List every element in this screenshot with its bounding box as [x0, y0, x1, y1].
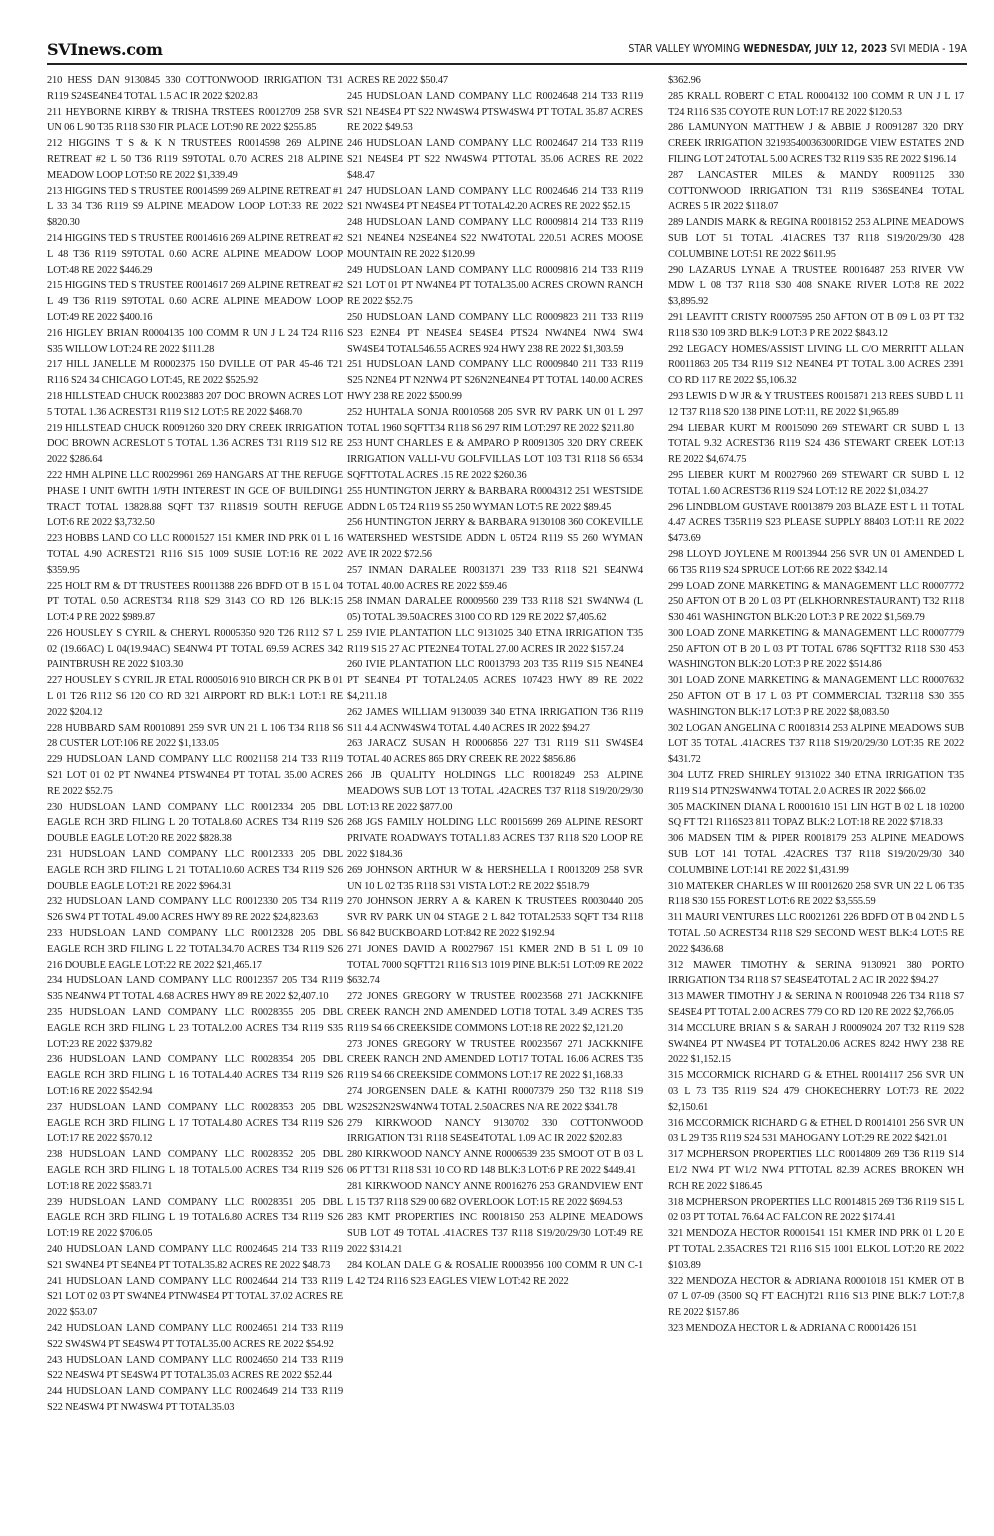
tax-listing-entry: 235 HUDSLOAN LAND COMPANY LLC R0028355 205 DBL EAGLE RCH 3RD FILING L 23 TOTAL2.00 ACRES T34 R119 S35 LOT:23 RE 2022 $379.82 [47, 1007, 343, 1050]
dateline [628, 43, 967, 55]
tax-listing-entry: 253 HUNT CHARLES E & AMPARO P R0091305 320 DRY CREEK IRRIGATION VALLI-VU GOLFVILLAS LOT 103 T31 R118 S6 6534 SQFTTOTAL ACRES .15 RE 2022 $260.36 [347, 438, 643, 481]
tax-listing-entry: 317 MCPHERSON PROPERTIES LLC R0014809 269 T36 R119 S14 E1/2 NW4 PT W1/2 NW4 PTTOTAL 82.39 ACRES BROKEN WH RCH RE 2022 $186.45 [668, 1149, 964, 1192]
tax-listing-entry: $362.96 [668, 75, 701, 86]
tax-listing-entry: 216 HIGLEY BRIAN R0004135 100 COMM R UN J L 24 T24 R116 S35 WILLOW LOT:24 RE 2022 $111.28 [47, 327, 343, 355]
tax-listing-entry: 281 KIRKWOOD NANCY ANNE R0016276 253 GRANDVIEW ENT L 15 T37 R118 S29 00 682 OVERLOOK LOT:15 RE 2022 $694.53 [347, 1180, 643, 1208]
tax-listing-entry: 294 LIEBAR KURT M R0015090 269 STEWART CR SUBD L 13 TOTAL 9.32 ACREST36 R119 S24 436 STEWART CREEK LOT:13 RE 2022 $4,674.75 [668, 422, 964, 466]
tax-listing-entry: 229 HUDSLOAN LAND COMPANY LLC R0021158 214 T33 R119 S21 LOT 01 02 PT NW4NE4 PTSW4NE4 PT TOTAL 35.00 ACRES RE 2022 $52.75 [47, 754, 343, 797]
tax-listing-entry: 234 HUDSLOAN LAND COMPANY LLC R0012357 205 T34 R119 S35 NE4NW4 PT TOTAL 4.68 ACRES HWY 89 RE 2022 $2,407.10 [47, 975, 343, 1003]
column-3 [668, 73, 964, 1533]
tax-listing-entry: 225 HOLT RM & DT TRUSTEES R0011388 226 BDFD OT B 15 L 04 PT TOTAL 0.50 ACREST34 R118 S29 3143 CO RD 126 BLK:15 LOT:4 P RE 2022 $989.87 [47, 580, 343, 624]
tax-listing-entry: 252 HUHTALA SONJA R0010568 205 SVR RV PARK UN 01 L 297 TOTAL 1960 SQFTT34 R118 S6 297 RIM LOT:297 RE 2022 $211.80 [347, 406, 643, 434]
tax-listing-entry: 301 LOAD ZONE MARKETING & MANAGEMENT LLC R0007632 250 AFTON OT B 17 L 03 PT COMMERCIAL T32R118 S30 355 WASHINGTON BLK:17 LOT:3 P RE 2022 $8,083.50 [668, 675, 964, 718]
tax-listing-entry: 285 KRALL ROBERT C ETAL R0004132 100 COMM R UN J L 17 T24 R116 S35 COYOTE RUN LOT:17 RE 2022 $120.53 [668, 90, 964, 118]
tax-listing-entry: 250 HUDSLOAN LAND COMPANY LLC R0009823 211 T33 R119 S23 E2NE4 PT NE4SE4 SE4SE4 PTS24 NW4NE4 NW4 SW4 SW4SE4 TOTAL546.55 ACRES 924 HWY 238 RE 2022 $1,303.59 [347, 311, 643, 355]
tax-listing-entry: 255 HUNTINGTON JERRY & BARBARA R0004312 251 WESTSIDE ADDN L 05 T24 R119 S5 250 WYMAN LOT:5 RE 2022 $89.45 [347, 485, 643, 513]
tax-listing-entry: 258 INMAN DARALEE R0009560 239 T33 R118 S21 SW4NW4 (L 05) TOTAL 39.50ACRES 3100 CO RD 129 RE 2022 $7,405.62 [347, 596, 643, 624]
tax-listing-entry: 256 HUNTINGTON JERRY & BARBARA 9130108 360 COKEVILLE WATERSHED WESTSIDE ADDN L 05T24 R119 S5 260 WYMAN AVE IR 2022 $72.56 [347, 517, 643, 560]
tax-listing-entry: 231 HUDSLOAN LAND COMPANY LLC R0012333 205 DBL EAGLE RCH 3RD FILING L 21 TOTAL10.60 ACRES T34 R119 S26 DOUBLE EAGLE LOT:21 RE 2022 $964.31 [47, 849, 343, 892]
tax-listing-entry: 312 MAWER TIMOTHY & SERINA 9130921 380 PORTO IRRIGATION T34 R118 S7 SE4SE4TOTAL 2 AC IR 2022 $94.27 [668, 959, 964, 987]
tax-listing-entry: 226 HOUSLEY S CYRIL & CHERYL R0005350 920 T26 R112 S7 L 02 (19.66AC) L 04(19.94AC) SE4NW4 PT TOTAL 69.59 ACRES 342 PAINTBRUSH RE 2022 $103.30 [47, 627, 343, 671]
tax-listing-entry: 210 HESS DAN 9130845 330 COTTONWOOD IRRIGATION T31 R119 S24SE4NE4 TOTAL 1.5 AC IR 2022 $202.83 [47, 75, 343, 102]
dateline-prefix: STAR VALLEY WYOMING [628, 43, 744, 55]
tax-listing-entry: 313 MAWER TIMOTHY J & SERINA N R0010948 226 T34 R118 S7 SE4SE4 PT TOTAL 2.00 ACRES 779 CO RD 120 RE 2022 $2,766.05 [668, 991, 964, 1019]
tax-listing-entry: 262 JAMES WILLIAM 9130039 340 ETNA IRRIGATION T36 R119 S11 4.4 ACNW4SW4 TOTAL 4.40 ACRES IR 2022 $94.27 [347, 706, 643, 734]
tax-listing-entry: 286 LAMUNYON MATTHEW J & ABBIE J R0091287 320 DRY CREEK IRRIGATION 32193540036300RIDGE VIEW ESTATES 2ND FILING LOT 24TOTAL 5.00 ACRES T32 R119 S35 RE 2022 $196.14 [668, 122, 964, 165]
tax-listing-entry: 247 HUDSLOAN LAND COMPANY LLC R0024646 214 T33 R119 S21 NW4SE4 PT NE4SE4 PT TOTAL42.20 ACRES RE 2022 $52.15 [347, 185, 643, 213]
column-2 [347, 73, 643, 1533]
tax-listing-entry: ACRES RE 2022 $50.47 [347, 75, 448, 86]
dateline-suffix: SVI MEDIA - 19A [887, 43, 967, 55]
tax-listing-entry: 232 HUDSLOAN LAND COMPANY LLC R0012330 205 T34 R119 S26 SW4 PT TOTAL 49.00 ACRES HWY 89 RE 2022 $24,823.63 [47, 896, 343, 924]
tax-listing-entry: 249 HUDSLOAN LAND COMPANY LLC R0009816 214 T33 R119 S21 LOT 01 PT NW4NE4 PT TOTAL35.00 ACRES CROWN RANCH RE 2022 $52.75 [347, 264, 643, 308]
tax-listing-entry: 218 HILLSTEAD CHUCK R0023883 207 DOC BROWN ACRES LOT 5 TOTAL 1.36 ACREST31 R119 S12 LOT:5 RE 2022 $468.70 [47, 390, 343, 418]
header-rule [47, 63, 967, 65]
tax-listing-entry: 215 HIGGINS TED S TRUSTEE R0014617 269 ALPINE RETREAT #2 L 49 T36 R119 S9TOTAL 0.60 ACRE ALPINE MEADOW LOOP LOT:49 RE 2022 $400.16 [47, 280, 343, 323]
tax-listing-entry: 272 JONES GREGORY W TRUSTEE R0023568 271 JACKKNIFE CREEK RANCH 2ND AMENDED LOT18 TOTAL 3.49 ACRES T35 R119 S4 66 CREEKSIDE COMMONS LOT:18 RE 2022 $2,121.20 [347, 991, 643, 1034]
tax-listing-entry: 322 MENDOZA HECTOR & ADRIANA R0001018 151 KMER OT B 07 L 07-09 (3500 SQ FT EACH)T21 R116 S13 PINE BLK:7 LOT:7,8 RE 2022 $157.86 [668, 1275, 964, 1319]
tax-listing-entry: 300 LOAD ZONE MARKETING & MANAGEMENT LLC R0007779 250 AFTON OT B 20 L 03 PT TOTAL 6786 SQFTT32 R118 S30 453 WASHINGTON BLK:20 LOT:3 P RE 2022 $514.86 [668, 627, 964, 671]
tax-listing-entry: 318 MCPHERSON PROPERTIES LLC R0014815 269 T36 R119 S15 L 02 03 PT TOTAL 76.64 AC FALCON RE 2022 $174.41 [668, 1196, 964, 1224]
tax-listing-entry: 271 JONES DAVID A R0027967 151 KMER 2ND B 51 L 09 10 TOTAL 7000 SQFTT21 R116 S13 1019 PINE BLK:51 LOT:09 RE 2022 $632.74 [347, 943, 643, 987]
tax-listing-entry: 222 HMH ALPINE LLC R0029961 269 HANGARS AT THE REFUGE PHASE I UNIT 6WITH 1/9TH INTEREST IN GCE OF BUILDING1 TRACT TOTAL 13828.88 SQFT T37 R118S19 SOUTH REFUGE LOT:6 RE 2022 $3,732.50 [47, 469, 343, 529]
tax-listing-entry: 213 HIGGINS TED S TRUSTEE R0014599 269 ALPINE RETREAT #1 L 33 34 T36 R119 S9 ALPINE MEADOW LOOP LOT:33 RE 2022 $820.30 [47, 185, 343, 229]
tax-listing-entry: 311 MAURI VENTURES LLC R0021261 226 BDFD OT B 04 2ND L 5 TOTAL .50 ACREST34 R118 S29 SECOND WEST BLK:4 LOT:5 RE 2022 $436.68 [668, 912, 964, 955]
tax-listing-entry: 315 MCCORMICK RICHARD G & ETHEL R0014117 256 SVR UN 03 L 73 T35 R119 S24 479 CHOKECHERRY LOT:73 RE 2022 $2,150.61 [668, 1070, 964, 1113]
legal-notice-columns [47, 73, 967, 1533]
tax-listing-entry: 299 LOAD ZONE MARKETING & MANAGEMENT LLC R0007772 250 AFTON OT B 20 L 03 PT (ELKHORNRESTAURANT) T32 R118 S30 461 WASHINGTON BLK:20 LOT:3 P RE 2022 $1,569.79 [668, 580, 964, 624]
tax-listing-entry: 223 HOBBS LAND CO LLC R0001527 151 KMER IND PRK 01 L 16 TOTAL 4.90 ACREST21 R116 S15 1009 SUSIE LOT:16 RE 2022 $359.95 [47, 533, 343, 576]
tax-listing-entry: 280 KIRKWOOD NANCY ANNE R0006539 235 SMOOT OT B 03 L 06 PT T31 R118 S31 10 CO RD 148 BLK:3 LOT:6 P RE 2022 $449.41 [347, 1149, 643, 1176]
tax-listing-entry: 236 HUDSLOAN LAND COMPANY LLC R0028354 205 DBL EAGLE RCH 3RD FILING L 16 TOTAL4.40 ACRES T34 R119 S26 LOT:16 RE 2022 $542.94 [47, 1054, 343, 1097]
tax-listing-entry: 306 MADSEN TIM & PIPER R0018179 253 ALPINE MEADOWS SUB LOT 141 TOTAL .42ACRES T37 R118 S19/20/29/30 340 COLUMBINE LOT:141 RE 2022 $1,431.99 [668, 833, 964, 876]
tax-listing-entry: 246 HUDSLOAN LAND COMPANY LLC R0024647 214 T33 R119 S21 NE4SE4 PT S22 NW4SW4 PTTOTAL 35.06 ACRES RE 2022 $48.47 [347, 138, 643, 181]
tax-listing-entry: 263 JARACZ SUSAN H R0006856 227 T31 R119 S11 SW4SE4 TOTAL 40 ACRES 865 DRY CREEK RE 2022 $856.86 [347, 738, 643, 766]
site-name: SVInews.com [47, 40, 163, 59]
tax-listing-entry: 260 IVIE PLANTATION LLC R0013793 203 T35 R119 S15 NE4NE4 PT SE4NE4 PT TOTAL24.05 ACRES 107423 HWY 89 RE 2022 $4,211.18 [347, 659, 643, 703]
tax-listing-entry: 266 JB QUALITY HOLDINGS LLC R0018249 253 ALPINE MEADOWS SUB LOT 13 TOTAL .42ACRES T37 R118 S19/20/29/30 LOT:13 RE 2022 $877.00 [347, 770, 643, 813]
tax-listing-entry: 316 MCCORMICK RICHARD G & ETHEL D R0014101 256 SVR UN 03 L 29 T35 R119 S24 531 MAHOGANY LOT:29 RE 2022 $421.01 [668, 1117, 964, 1145]
tax-listing-entry: 314 MCCLURE BRIAN S & SARAH J R0009024 207 T32 R119 S28 SW4NE4 PT NW4SE4 PT TOTAL20.06 ACRES 8242 HWY 238 RE 2022 $1,152.15 [668, 1022, 964, 1066]
tax-listing-entry: 230 HUDSLOAN LAND COMPANY LLC R0012334 205 DBL EAGLE RCH 3RD FILING L 20 TOTAL8.60 ACRES T34 R119 S26 DOUBLE EAGLE LOT:20 RE 2022 $828.38 [47, 801, 343, 845]
tax-listing-entry: 323 MENDOZA HECTOR L & ADRIANA C R0001426 151 [668, 1322, 917, 1334]
tax-listing-entry: 293 LEWIS D W JR & Y TRUSTEES R0015871 213 REES SUBD L 11 12 T37 R118 S20 138 PINE LOT:11, RE 2022 $1,965.89 [668, 390, 964, 418]
tax-listing-entry: 310 MATEKER CHARLES W III R0012620 258 SVR UN 22 L 06 T35 R118 S30 155 FOREST LOT:6 RE 2022 $3,555.59 [668, 880, 964, 908]
tax-listing-entry: 241 HUDSLOAN LAND COMPANY LLC R0024644 214 T33 R119 S21 LOT 02 03 PT SW4NE4 PTNW4SE4 PT TOTAL 37.02 ACRES RE 2022 $53.07 [47, 1275, 343, 1319]
tax-listing-entry: 289 LANDIS MARK & REGINA R0018152 253 ALPINE MEADOWS SUB LOT 51 TOTAL .41ACRES T37 R118 S19/20/29/30 428 COLUMBINE LOT:51 RE 2022 $611.95 [668, 217, 964, 260]
tax-listing-entry: 291 LEAVITT CRISTY R0007595 250 AFTON OT B 09 L 03 PT T32 R118 S30 109 3RD BLK:9 LOT:3 P RE 2022 $843.12 [668, 311, 964, 339]
tax-listing-entry: 287 LANCASTER MILES & MANDY R0091125 330 COTTONWOOD IRRIGATION T31 R119 S36SE4NE4 TOTAL ACRES 5 IR 2022 $118.07 [668, 169, 964, 213]
tax-listing-entry: 239 HUDSLOAN LAND COMPANY LLC R0028351 205 DBL EAGLE RCH 3RD FILING L 19 TOTAL6.80 ACRES T34 R119 S26 LOT:19 RE 2022 $706.05 [47, 1196, 343, 1240]
tax-listing-entry: 298 LLOYD JOYLENE M R0013944 256 SVR UN 01 AMENDED L 66 T35 R119 S24 SPRUCE LOT:66 RE 2022 $342.14 [668, 548, 964, 576]
tax-listing-entry: 245 HUDSLOAN LAND COMPANY LLC R0024648 214 T33 R119 S21 NE4SE4 PT S22 NW4SW4 PTSW4SW4 PT TOTAL 35.87 ACRES RE 2022 $49.53 [347, 90, 643, 134]
tax-listing-entry: 290 LAZARUS LYNAE A TRUSTEE R0016487 253 RIVER VW MDW L 08 T37 R118 S30 408 SNAKE RIVER LOT:8 RE 2022 $3,895.92 [668, 264, 964, 308]
tax-listing-entry: 304 LUTZ FRED SHIRLEY 9131022 340 ETNA IRRIGATION T35 R119 S14 PTN2SW4NW4 TOTAL 2.0 ACRES IR 2022 $66.02 [668, 770, 964, 797]
tax-listing-entry: 211 HEYBORNE KIRBY & TRISHA TRSTEES R0012709 258 SVR UN 06 L 90 T35 R118 S30 FIR PLACE LOT:90 RE 2022 $255.85 [47, 106, 343, 134]
tax-listing-entry: 259 IVIE PLANTATION LLC 9131025 340 ETNA IRRIGATION T35 R119 S15 27 AC PTE2NE4 TOTAL 27.00 ACRES IR 2022 $157.24 [347, 627, 643, 655]
tax-listing-entry: 248 HUDSLOAN LAND COMPANY LLC R0009814 214 T33 R119 S21 NE4NE4 N2SE4NE4 S22 NW4TOTAL 220.51 ACRES MOOSE MOUNTAIN RE 2022 $120.99 [347, 217, 643, 260]
page-header [47, 40, 967, 62]
tax-listing-entry: 274 JORGENSEN DALE & KATHI R0007379 250 T32 R118 S19 W2S2S2N2SW4NW4 TOTAL 2.50ACRES N/A RE 2022 $341.78 [347, 1086, 643, 1113]
tax-listing-entry: 242 HUDSLOAN LAND COMPANY LLC R0024651 214 T33 R119 S22 SW4SW4 PT SE4SW4 PT TOTAL35.00 ACRES RE 2022 $54.92 [47, 1322, 343, 1350]
tax-listing-entry: 292 LEGACY HOMES/ASSIST LIVING LL C/O MERRITT ALLAN R0011863 205 T34 R119 S12 NE4NE4 PT TOTAL 3.00 ACRES 2391 CO RD 117 RE 2022 $5,106.32 [668, 343, 964, 387]
tax-listing-entry: 269 JOHNSON ARTHUR W & HERSHELLA I R0013209 258 SVR UN 10 L 02 T35 R118 S31 VISTA LOT:2 RE 2022 $518.79 [347, 864, 643, 892]
tax-listing-entry: 228 HUBBARD SAM R0010891 259 SVR UN 21 L 106 T34 R118 S6 28 CUSTER LOT:106 RE 2022 $1,133.05 [47, 722, 343, 750]
tax-listing-entry: 273 JONES GREGORY W TRUSTEE R0023567 271 JACKKNIFE CREEK RANCH 2ND AMENDED LOT17 TOTAL 16.06 ACRES T35 R119 S4 66 CREEKSIDE COMMONS LOT:17 RE 2022 $1,168.33 [347, 1038, 643, 1082]
tax-listing-entry: 219 HILLSTEAD CHUCK R0091260 320 DRY CREEK IRRIGATION DOC BROWN ACRESLOT 5 TOTAL 1.36 ACRES T31 R119 S12 RE 2022 $286.64 [47, 422, 343, 466]
tax-listing-entry: 270 JOHNSON JERRY A & KAREN K TRUSTEES R0030440 205 SVR RV PARK UN 04 STAGE 2 L 842 TOTAL2533 SQFT T34 R118 S6 842 BUCKBOARD LOT:842 RE 2022 $192.94 [347, 896, 643, 940]
tax-listing-entry: 240 HUDSLOAN LAND COMPANY LLC R0024645 214 T33 R119 S21 SW4NE4 PT SE4NE4 PT TOTAL35.82 ACRES RE 2022 $48.73 [47, 1243, 343, 1271]
tax-listing-entry: 302 LOGAN ANGELINA C R0018314 253 ALPINE MEADOWS SUB LOT 35 TOTAL .41ACRES T37 R118 S19/20/29/30 LOT:35 RE 2022 $431.72 [668, 722, 964, 766]
tax-listing-entry: 233 HUDSLOAN LAND COMPANY LLC R0012328 205 DBL EAGLE RCH 3RD FILING L 22 TOTAL34.70 ACRES T34 R119 S26 216 DOUBLE EAGLE LOT:22 RE 2022 $21,465.17 [47, 928, 343, 971]
tax-listing-entry: 296 LINDBLOM GUSTAVE R0013879 203 BLAZE EST L 11 TOTAL 4.47 ACRES T35R119 S23 PLEASE SUPPLY 88403 LOT:11 RE 2022 $473.69 [668, 501, 964, 545]
tax-listing-entry: 283 KMT PROPERTIES INC R0018150 253 ALPINE MEADOWS SUB LOT 49 TOTAL .41ACRES T37 R118 S19/20/29/30 LOT:49 RE 2022 $314.21 [347, 1212, 643, 1255]
tax-listing-entry: 268 JGS FAMILY HOLDING LLC R0015699 269 ALPINE RESORT PRIVATE ROADWAYS TOTAL1.83 ACRES T37 R118 S20 LOOP RE 2022 $184.36 [347, 817, 643, 861]
tax-listing-entry: 238 HUDSLOAN LAND COMPANY LLC R0028352 205 DBL EAGLE RCH 3RD FILING L 18 TOTAL5.00 ACRES T34 R119 S26 LOT:18 RE 2022 $583.71 [47, 1149, 343, 1192]
tax-listing-entry: 243 HUDSLOAN LAND COMPANY LLC R0024650 214 T33 R119 S22 NE4SW4 PT SE4SW4 PT TOTAL35.03 ACRES RE 2022 $52.44 [47, 1354, 343, 1382]
tax-listing-entry: 305 MACKINEN DIANA L R0001610 151 LIN HGT B 02 L 18 10200 SQ FT T21 R116S23 811 TOPAZ BLK:2 LOT:18 RE 2022 $718.33 [668, 801, 964, 829]
column-1 [47, 73, 343, 1533]
tax-listing-entry: 244 HUDSLOAN LAND COMPANY LLC R0024649 214 T33 R119 S22 NE4SW4 PT NW4SW4 PT TOTAL35.03 [47, 1386, 343, 1413]
tax-listing-entry: 227 HOUSLEY S CYRIL JR ETAL R0005016 910 BIRCH CR PK B 01 L 01 T26 R112 S6 120 CO RD 321 AIRPORT RD BLK:1 LOT:1 RE 2022 $204.12 [47, 675, 343, 718]
tax-listing-entry: 217 HILL JANELLE M R0002375 150 DVILLE OT PAR 45-46 T21 R116 S24 34 CHICAGO LOT:45, RE 2022 $525.92 [47, 359, 343, 387]
tax-listing-entry: 321 MENDOZA HECTOR R0001541 151 KMER IND PRK 01 L 20 E PT TOTAL 2.35ACRES T21 R116 S15 1001 ELKOL LOT:20 RE 2022 $103.89 [668, 1228, 964, 1271]
tax-listing-entry: 212 HIGGINS T S & K N TRUSTEES R0014598 269 ALPINE RETREAT #2 L 50 T36 R119 S9TOTAL 0.70 ACRES 218 ALPINE MEADOW LOOP LOT:50 RE 2022 $1,339.49 [47, 138, 343, 181]
tax-listing-entry: 295 LIEBER KURT M R0027960 269 STEWART CR SUBD L 12 TOTAL 1.60 ACREST36 R119 S24 LOT:12 RE 2022 $1,034.27 [668, 469, 964, 497]
tax-listing-entry: 214 HIGGINS TED S TRUSTEE R0014616 269 ALPINE RETREAT #2 L 48 T36 R119 S9TOTAL 0.60 ACRE ALPINE MEADOW LOOP LOT:48 RE 2022 $446.29 [47, 232, 343, 276]
tax-listing-entry: 251 HUDSLOAN LAND COMPANY LLC R0009840 211 T33 R119 S25 N2NE4 PT N2NW4 PT S26N2NE4NE4 PT TOTAL 140.00 ACRES HWY 238 RE 2022 $500.99 [347, 359, 643, 402]
dateline-date: WEDNESDAY, JULY 12, 2023 [743, 43, 888, 55]
tax-listing-entry: 237 HUDSLOAN LAND COMPANY LLC R0028353 205 DBL EAGLE RCH 3RD FILING L 17 TOTAL4.80 ACRES T34 R119 S26 LOT:17 RE 2022 $570.12 [47, 1101, 343, 1145]
tax-listing-entry: 284 KOLAN DALE G & ROSALIE R0003956 100 COMM R UN C-1 L 42 T24 R116 S23 EAGLES VIEW LOT:42 RE 2022 [347, 1259, 643, 1287]
tax-listing-entry: 257 INMAN DARALEE R0031371 239 T33 R118 S21 SE4NW4 TOTAL 40.00 ACRES RE 2022 $59.46 [347, 564, 643, 592]
tax-listing-entry: 279 KIRKWOOD NANCY 9130702 330 COTTONWOOD IRRIGATION T31 R118 SE4SE4TOTAL 1.09 AC IR 2022 $202.83 [347, 1117, 643, 1145]
